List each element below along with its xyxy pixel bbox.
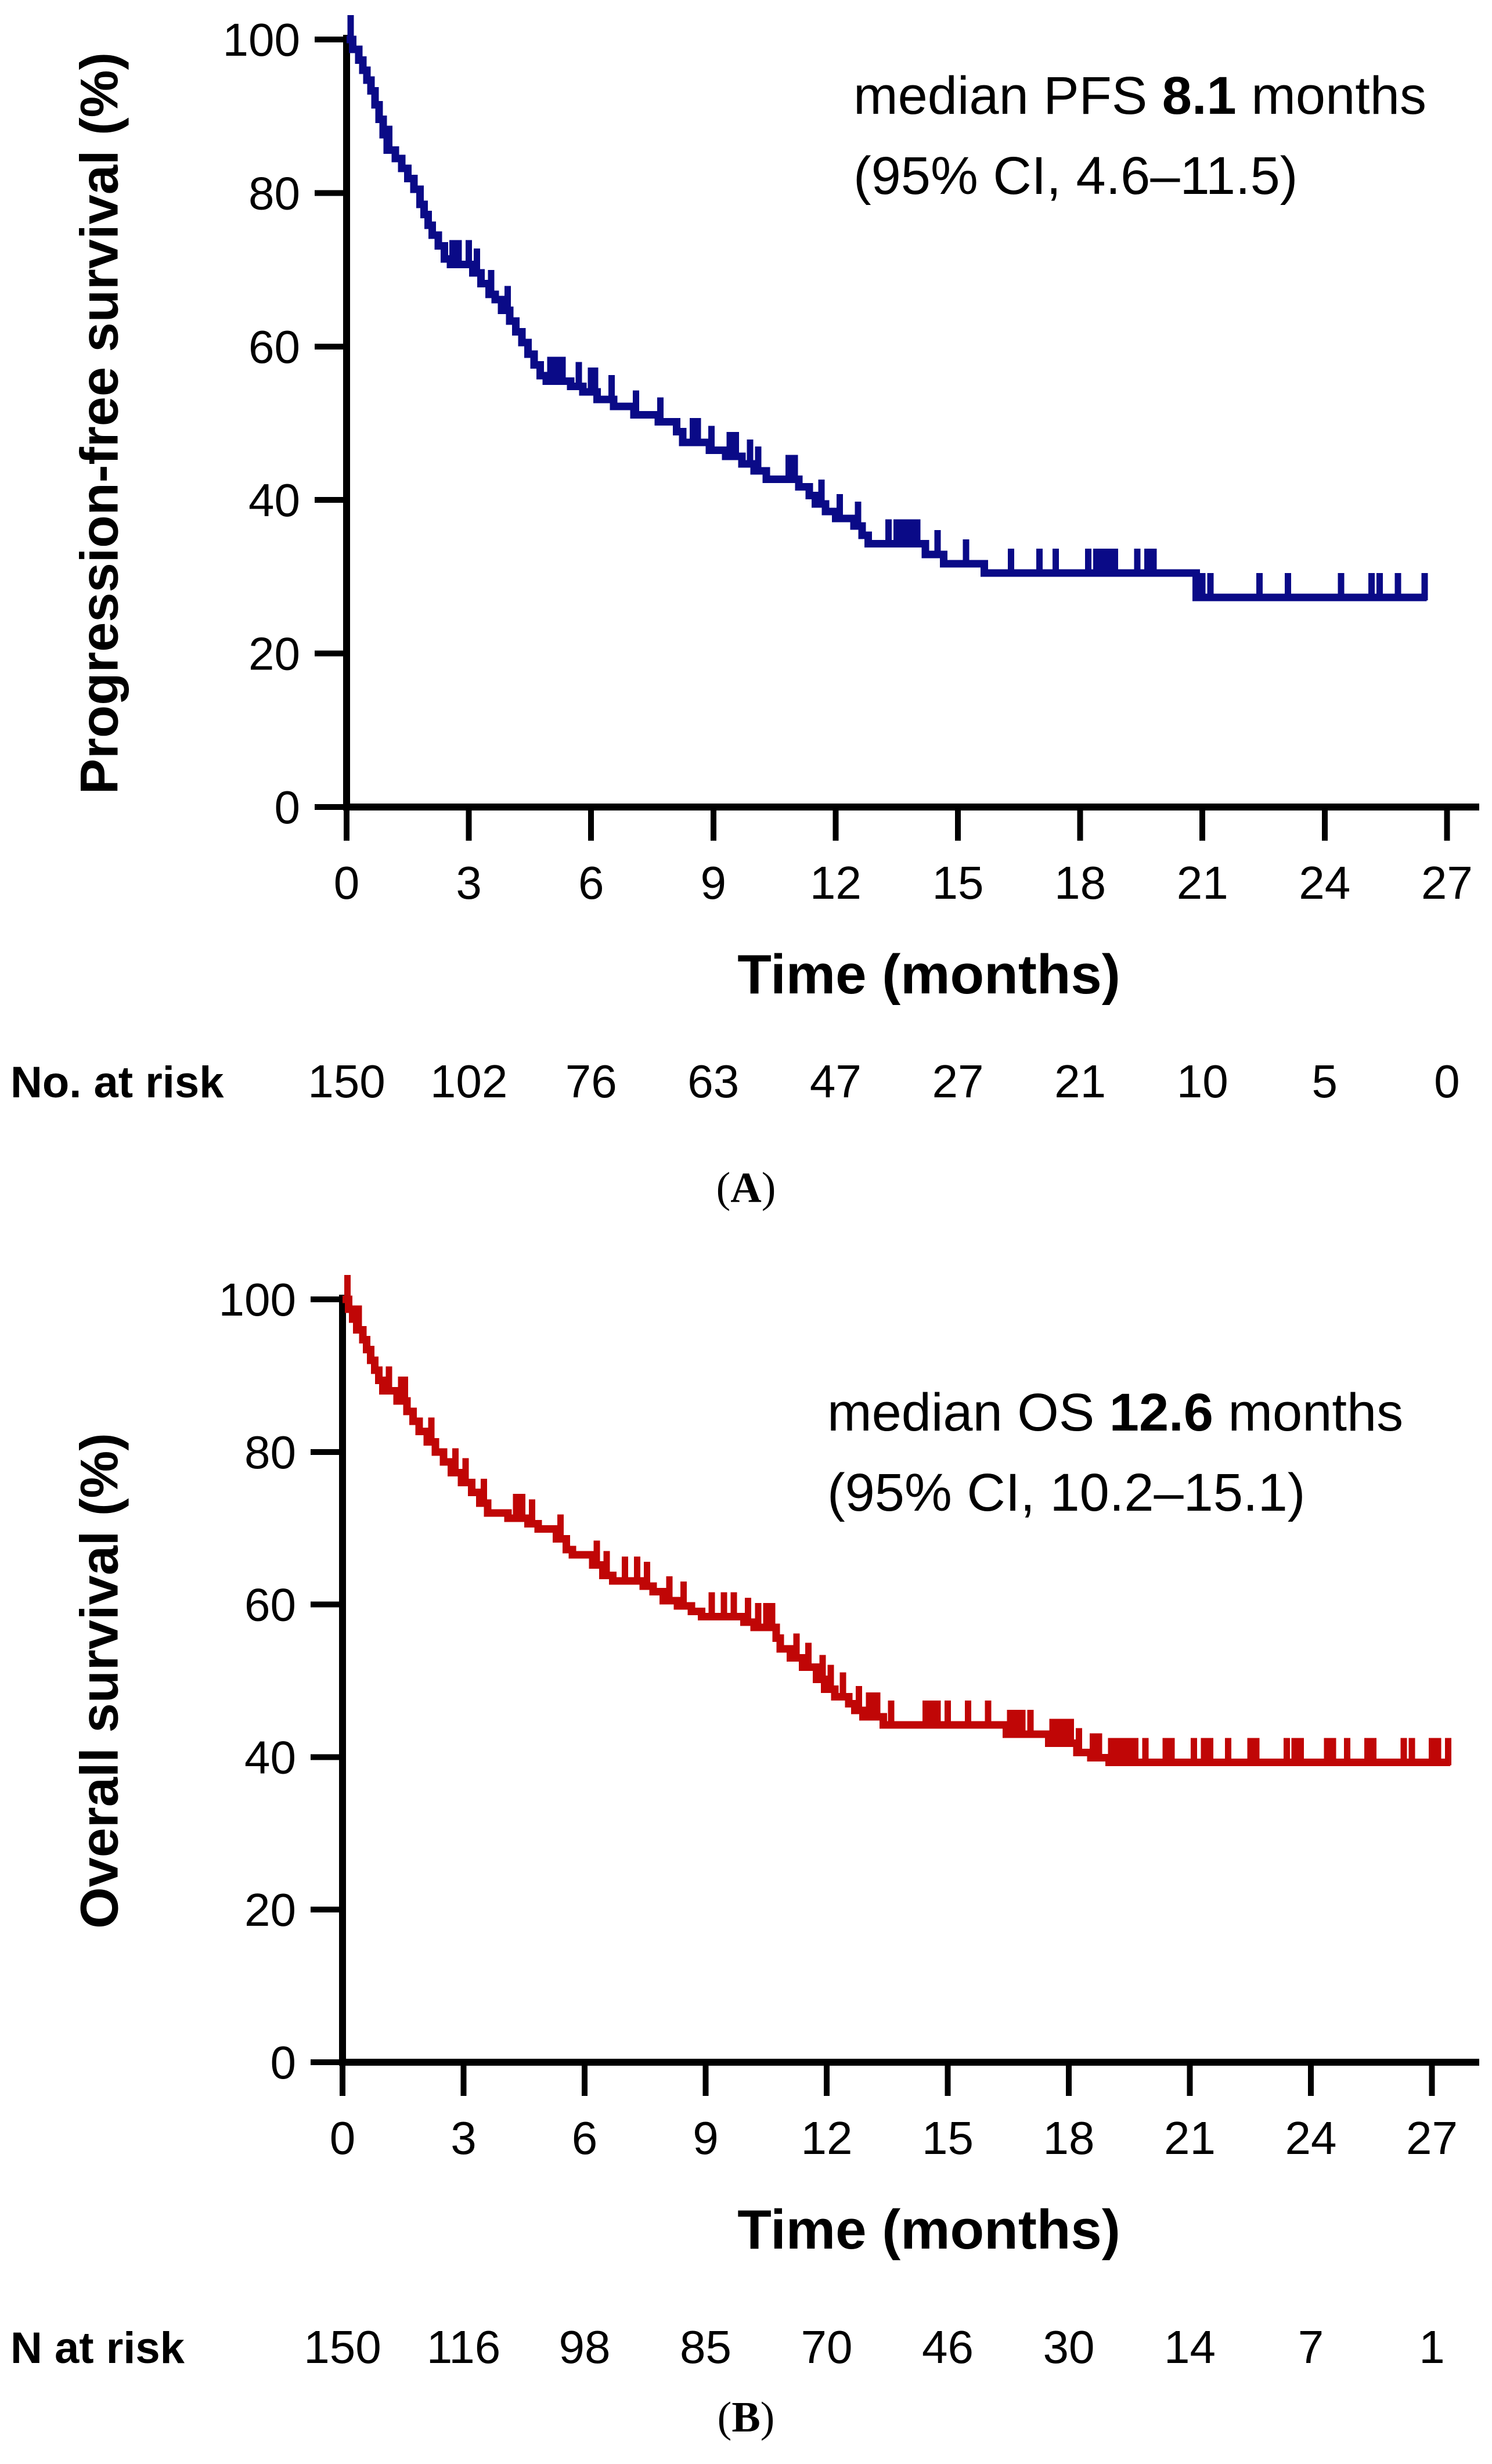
risk-value: 5 xyxy=(1311,1056,1338,1107)
y-tick-label: 60 xyxy=(248,320,300,373)
risk-value: 10 xyxy=(1176,1056,1228,1107)
os-median-text xyxy=(827,1373,1403,1453)
x-tick-label: 21 xyxy=(1164,2112,1216,2164)
risk-value: 47 xyxy=(809,1056,862,1107)
x-tick-label: 15 xyxy=(922,2112,974,2164)
x-tick-label: 6 xyxy=(571,2112,598,2164)
y-tick-label: 40 xyxy=(244,1731,296,1784)
risk-value: 0 xyxy=(1434,1056,1460,1107)
caption-b-letter: B xyxy=(731,2394,761,2441)
risk-value: 150 xyxy=(308,1056,385,1107)
risk-value: 76 xyxy=(565,1056,617,1107)
risk-value: 85 xyxy=(680,2321,731,2373)
x-tick-label: 18 xyxy=(1054,857,1107,909)
caption-a-open: ( xyxy=(716,1164,731,1212)
y-tick-label: 40 xyxy=(248,474,300,527)
os-median-value: 12.6 xyxy=(1109,1383,1213,1442)
risk-value: 63 xyxy=(687,1056,740,1107)
panel-os xyxy=(0,1232,1492,2464)
risk-value: 21 xyxy=(1054,1056,1107,1107)
risk-label: No. at risk xyxy=(10,1058,224,1107)
os-annotation xyxy=(827,1373,1403,1533)
x-tick-label: 3 xyxy=(456,857,482,909)
y-tick-label: 80 xyxy=(244,1426,296,1478)
risk-value: 7 xyxy=(1298,2321,1324,2373)
risk-value: 46 xyxy=(922,2321,974,2373)
caption-b xyxy=(0,2393,1492,2443)
pfs-median-value: 8.1 xyxy=(1162,66,1237,125)
x-tick-label: 0 xyxy=(333,857,360,909)
caption-b-close: ) xyxy=(760,2394,775,2441)
x-tick-label: 18 xyxy=(1043,2112,1095,2164)
caption-a-close: ) xyxy=(761,1164,776,1212)
os-x-axis-title: Time (months) xyxy=(737,2199,1120,2261)
y-tick-label: 20 xyxy=(244,1884,296,1936)
x-tick-label: 9 xyxy=(700,857,727,909)
risk-value: 1 xyxy=(1419,2321,1445,2373)
risk-value: 70 xyxy=(801,2321,853,2373)
risk-value: 116 xyxy=(426,2321,501,2373)
pfs-median-text xyxy=(853,56,1426,136)
caption-b-open: ( xyxy=(717,2394,732,2441)
risk-value: 30 xyxy=(1043,2321,1095,2373)
y-tick-label: 100 xyxy=(218,1274,296,1325)
x-tick-label: 0 xyxy=(329,2112,356,2164)
x-tick-label: 15 xyxy=(932,857,984,909)
y-tick-label: 0 xyxy=(274,781,300,833)
risk-value: 14 xyxy=(1164,2321,1216,2373)
x-tick-label: 6 xyxy=(578,857,604,909)
x-tick-label: 24 xyxy=(1299,857,1351,909)
risk-value: 150 xyxy=(304,2321,381,2373)
pfs-median-prefix: median PFS xyxy=(853,66,1162,125)
risk-value: 102 xyxy=(430,1056,508,1107)
x-tick-label: 12 xyxy=(801,2112,853,2164)
x-tick-label: 9 xyxy=(693,2112,719,2164)
x-tick-label: 3 xyxy=(451,2112,477,2164)
os-ci-text: (95% CI, 10.2–15.1) xyxy=(827,1463,1306,1522)
caption-a xyxy=(0,1163,1492,1213)
os-y-axis-title: Overall survival (%) xyxy=(70,1433,129,1929)
pfs-median-suffix: months xyxy=(1236,66,1426,125)
y-tick-label: 20 xyxy=(248,628,300,680)
caption-a-letter: A xyxy=(730,1164,762,1212)
pfs-y-axis-title: Progression-free survival (%) xyxy=(70,52,129,795)
y-tick-label: 60 xyxy=(244,1579,296,1631)
x-tick-label: 27 xyxy=(1421,857,1473,909)
os-median-suffix: months xyxy=(1213,1383,1404,1442)
y-tick-label: 80 xyxy=(248,167,300,219)
pfs-ci-text: (95% CI, 4.6–11.5) xyxy=(853,146,1298,206)
x-tick-label: 21 xyxy=(1176,857,1228,909)
pfs-annotation xyxy=(853,56,1426,216)
risk-value: 98 xyxy=(558,2321,611,2373)
pfs-x-axis-title: Time (months) xyxy=(737,943,1120,1006)
x-tick-label: 27 xyxy=(1406,2112,1458,2164)
x-tick-label: 24 xyxy=(1285,2112,1337,2164)
x-tick-label: 12 xyxy=(809,857,862,909)
y-tick-label: 100 xyxy=(222,14,300,66)
risk-value: 27 xyxy=(932,1056,984,1107)
os-median-prefix: median OS xyxy=(827,1383,1109,1442)
y-tick-label: 0 xyxy=(270,2037,296,2088)
risk-label: N at risk xyxy=(10,2323,185,2373)
